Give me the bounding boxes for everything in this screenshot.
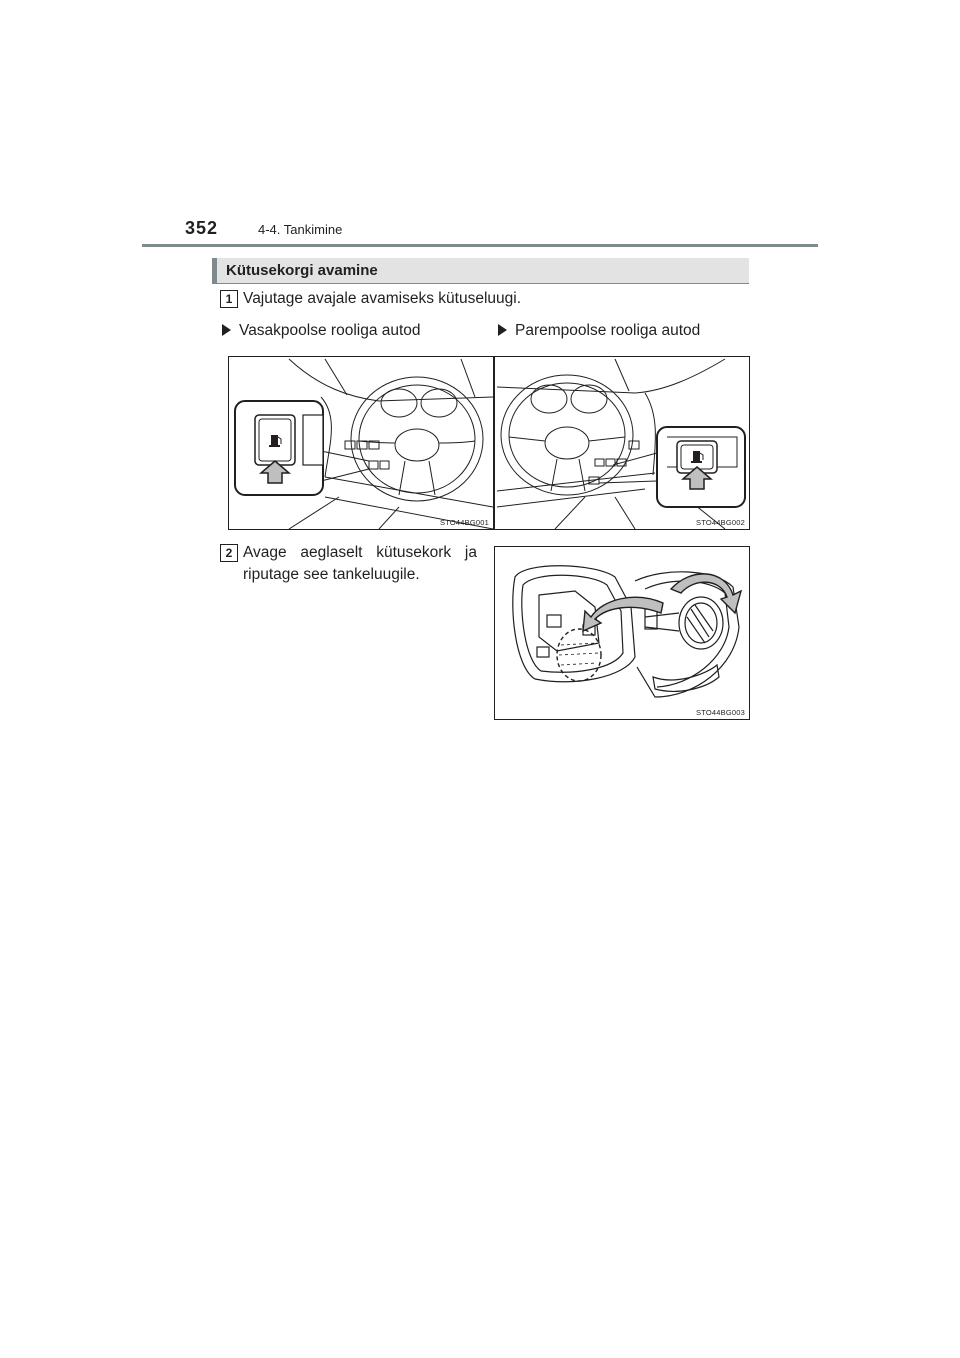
step-2-line-1: Avage aeglaselt kütusekork ja [243, 544, 477, 561]
variant-lhd-label: Vasakpoolse rooliga autod [239, 322, 421, 339]
figure-rhd-code: STO44BG002 [696, 518, 745, 527]
bullet-triangle-icon [222, 324, 231, 336]
figure-lhd [228, 356, 494, 530]
step-1-badge: 1 [220, 290, 238, 308]
figure-fuel-cap-code: STO44BG003 [696, 708, 745, 717]
section-title-bar [212, 258, 749, 284]
step-1-text: Vajutage avajale avamiseks kütuseluugi. [243, 290, 522, 307]
figure-fuel-cap [494, 546, 750, 720]
variant-lhd [222, 322, 421, 340]
header-rule [142, 244, 818, 247]
fuel-cap-removal-illustration [495, 547, 750, 720]
step-2-badge: 2 [220, 544, 238, 562]
figure-rhd [494, 356, 750, 530]
page-number: 352 [185, 218, 219, 238]
variant-rhd-label: Parempoolse rooliga autod [515, 322, 701, 339]
variant-rhd [498, 322, 700, 340]
figure-lhd-code: STO44BG001 [440, 518, 489, 527]
fuel-door-opener-rhd-illustration [495, 357, 750, 530]
title-accent [212, 258, 217, 283]
step-2-text [243, 542, 477, 586]
fuel-door-opener-lhd-illustration [229, 357, 494, 530]
section-header: 4-4. Tankimine [258, 222, 343, 237]
step-2-line-2: riputage see tankeluugile. [243, 566, 420, 583]
bullet-triangle-icon [498, 324, 507, 336]
section-title: Kütusekorgi avamine [226, 262, 378, 279]
